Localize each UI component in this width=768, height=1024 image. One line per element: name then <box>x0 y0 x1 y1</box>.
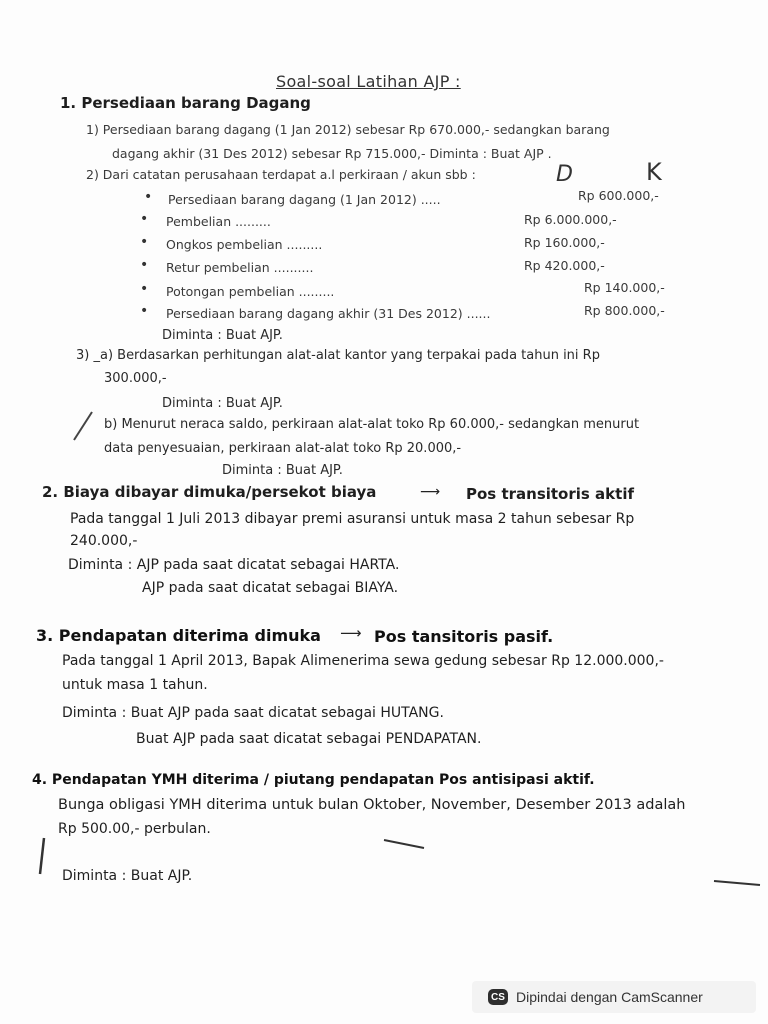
s4-line2: Rp 500.00,- perbulan. <box>58 821 211 837</box>
section-2-heading-right: Pos transitoris aktif <box>466 485 634 503</box>
s1-q2-line: 2) Dari catatan perusahaan terdapat a.l perkiraan / akun sbb : <box>86 167 476 182</box>
bullet-icon: • <box>140 211 149 227</box>
s1-q3b-diminta: Diminta : Buat AJP. <box>222 463 343 478</box>
bullet-icon: • <box>140 257 149 273</box>
list-item-label: Persediaan barang dagang (1 Jan 2012) ..... <box>168 192 441 207</box>
list-item-amount: Rp 160.000,- <box>524 235 605 250</box>
bullet-icon: • <box>140 303 149 319</box>
list-item-label: Potongan pembelian ......... <box>166 284 335 299</box>
s1-q3b-line1: b) Menurut neraca saldo, perkiraan alat-alat toko Rp 60.000,- sedangkan menurut <box>104 417 640 432</box>
arrow-right-icon: ⟶ <box>340 624 362 642</box>
handwritten-dash-mark <box>710 876 764 890</box>
s1-q2-diminta: Diminta : Buat AJP. <box>162 328 283 343</box>
s1-q1-line2: dagang akhir (31 Des 2012) sebesar Rp 715.000,- Diminta : Buat AJP . <box>112 146 552 161</box>
s3-line1: Pada tanggal 1 April 2013, Bapak Alimenerima sewa gedung sebesar Rp 12.000.000,- <box>62 653 664 669</box>
s2-diminta2: AJP pada saat dicatat sebagai BIAYA. <box>142 580 399 596</box>
list-item-label: Retur pembelian .......... <box>166 260 314 275</box>
s3-line2: untuk masa 1 tahun. <box>62 677 208 693</box>
section-3-heading-right: Pos tansitoris pasif. <box>374 627 554 646</box>
camscanner-logo-icon: CS <box>488 989 508 1005</box>
s2-diminta1: Diminta : AJP pada saat dicatat sebagai HARTA. <box>68 557 400 573</box>
camscanner-text: Dipindai dengan CamScanner <box>516 989 703 1005</box>
handwritten-d-mark: D <box>556 162 573 187</box>
handwritten-slash-mark <box>62 408 102 448</box>
s4-diminta: Diminta : Buat AJP. <box>62 868 193 884</box>
s1-q3b-line2: data penyesuaian, perkiraan alat-alat toko Rp 20.000,- <box>104 441 462 456</box>
bullet-icon: • <box>144 189 153 205</box>
handwritten-slash-mark <box>32 834 52 880</box>
handwritten-k-mark: K <box>646 158 662 186</box>
s3-diminta2: Buat AJP pada saat dicatat sebagai PENDAPATAN. <box>136 731 482 747</box>
list-item-label: Ongkos pembelian ......... <box>166 237 323 252</box>
list-item-amount: Rp 800.000,- <box>584 303 665 318</box>
s1-q3a-diminta: Diminta : Buat AJP. <box>162 396 283 411</box>
section-3-heading: 3. Pendapatan diterima dimuka <box>36 626 321 645</box>
s4-line1: Bunga obligasi YMH diterima untuk bulan Oktober, November, Desember 2013 adalah <box>58 797 686 813</box>
section-2-heading: 2. Biaya dibayar dimuka/persekot biaya <box>42 483 377 501</box>
section-1-heading: 1. Persediaan barang Dagang <box>60 94 311 112</box>
bullet-icon: • <box>140 234 149 250</box>
page-title: Soal-soal Latihan AJP : <box>276 72 461 91</box>
s3-diminta1: Diminta : Buat AJP pada saat dicatat sebagai HUTANG. <box>62 705 444 721</box>
s1-q3a-line1: 3) _a) Berdasarkan perhitungan alat-alat kantor yang terpakai pada tahun ini Rp <box>76 348 600 363</box>
list-item-amount: Rp 420.000,- <box>524 258 605 273</box>
list-item-amount: Rp 6.000.000,- <box>524 212 617 227</box>
bullet-icon: • <box>140 281 149 297</box>
list-item-amount: Rp 600.000,- <box>578 188 659 203</box>
s2-line1: Pada tanggal 1 Juli 2013 dibayar premi asuransi untuk masa 2 tahun sebesar Rp <box>70 511 635 527</box>
s1-q3a-line2: 300.000,- <box>104 371 167 386</box>
arrow-right-icon: ⟶ <box>420 484 441 500</box>
list-item-label: Persediaan barang dagang akhir (31 Des 2012) ...... <box>166 306 491 321</box>
camscanner-watermark <box>472 981 756 1013</box>
list-item-label: Pembelian ......... <box>166 214 271 229</box>
section-4-heading: 4. Pendapatan YMH diterima / piutang pendapatan Pos antisipasi aktif. <box>32 772 595 788</box>
s1-q1-line1: 1) Persediaan barang dagang (1 Jan 2012) sebesar Rp 670.000,- sedangkan barang <box>86 122 610 137</box>
list-item-amount: Rp 140.000,- <box>584 280 665 295</box>
handwritten-dash-mark <box>380 836 430 852</box>
s2-line2: 240.000,- <box>70 533 138 549</box>
